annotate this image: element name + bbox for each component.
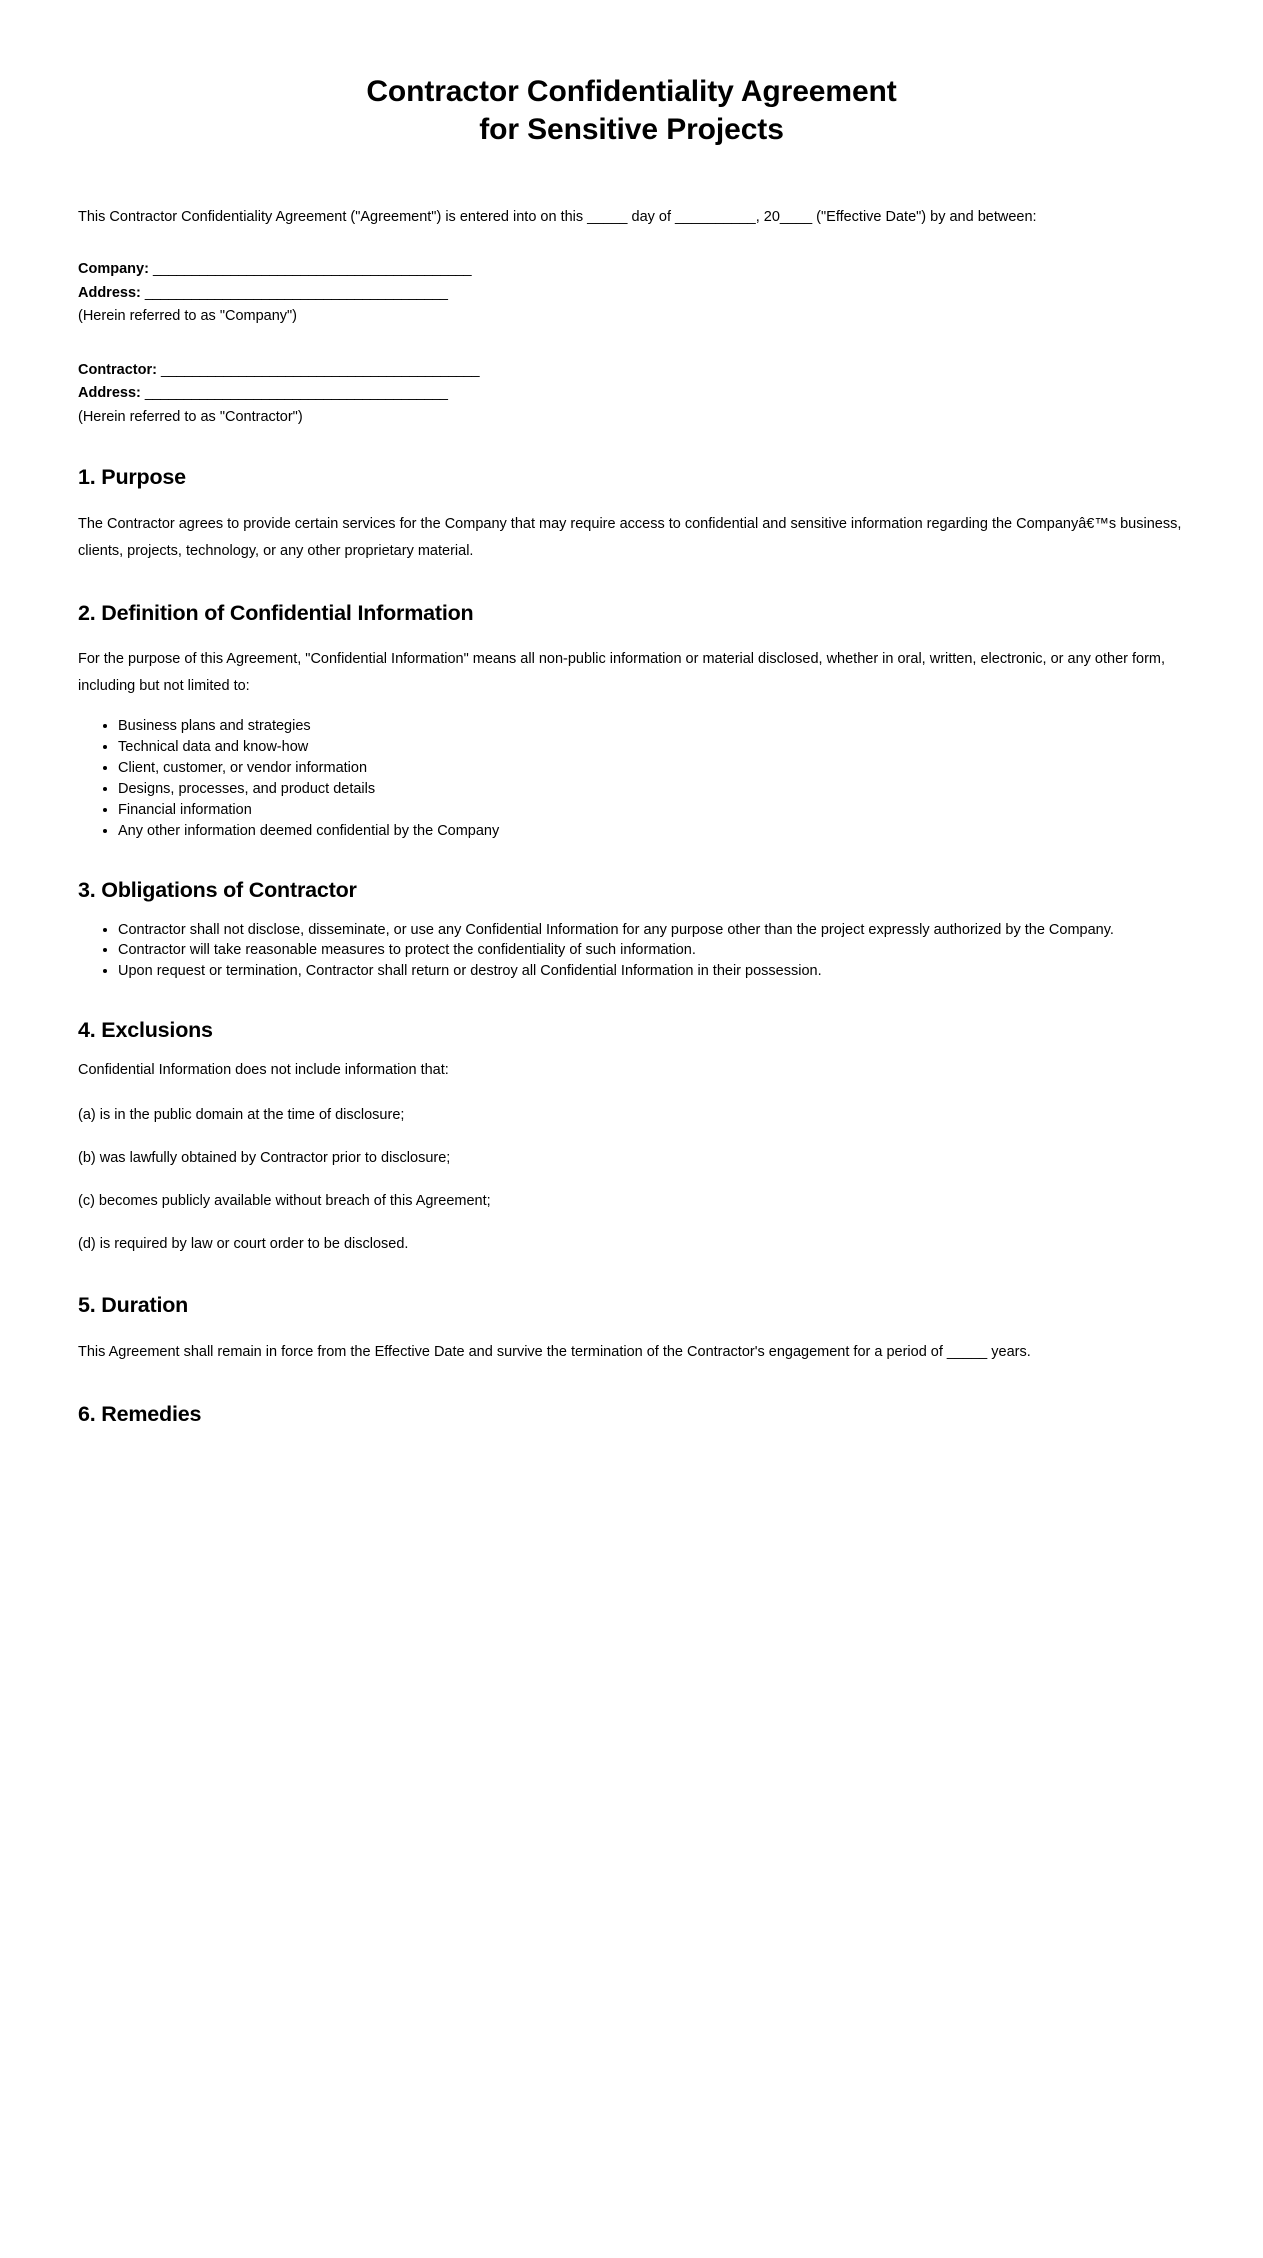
contractor-address-line <box>78 382 1185 405</box>
page-title <box>78 73 1185 150</box>
list-item: • Upon request or termination, Contractor shall return or destroy all Confidential Information in their possession. <box>118 961 1185 982</box>
page-title-line-2: for Sensitive Projects <box>479 113 784 147</box>
page-bottom-whitespace <box>78 1428 1185 2218</box>
company-address-line <box>78 282 1185 305</box>
section-heading-definition: 2. Definition of Confidential Information <box>78 600 474 625</box>
list-item: • Financial information <box>118 800 1185 821</box>
contractor-party-block <box>78 359 1185 429</box>
obligations-bullet-list <box>78 920 1185 982</box>
contractor-name-blank[interactable]: _________________________________________ <box>160 361 480 378</box>
list-item: • Designs, processes, and product details <box>118 779 1185 800</box>
section-heading-exclusions: 4. Exclusions <box>78 1017 213 1042</box>
company-herein-note: (Herein referred to as "Company") <box>78 308 298 325</box>
section-heading-duration: 5. Duration <box>78 1293 189 1318</box>
company-name-blank[interactable]: _________________________________________ <box>152 261 472 278</box>
section-heading-remedies: 6. Remedies <box>78 1402 202 1427</box>
exclusion-item-a: (a) is in the public domain at the time of disclosure; <box>78 1107 405 1124</box>
list-item: • Contractor will take reasonable measures to protect the confidentiality of such information. <box>118 940 1185 961</box>
company-address-blank[interactable]: _______________________________________ <box>144 284 448 301</box>
section-heading-obligations: 3. Obligations of Contractor <box>78 878 357 903</box>
section-heading-purpose: 1. Purpose <box>78 465 186 490</box>
exclusion-item-b: (b) was lawfully obtained by Contractor prior to disclosure; <box>78 1150 451 1167</box>
list-item: • Business plans and strategies <box>118 716 1185 737</box>
section-paragraph-purpose: The Contractor agrees to provide certain services for the Company that may require access to confidential and sensitive information regarding the Companyâ€™s business, clients, projects, technology, or any other proprietary material. <box>78 515 1182 559</box>
company-name-label: Company: <box>78 261 149 278</box>
list-item: • Client, customer, or vendor information <box>118 758 1185 779</box>
company-name-line <box>78 258 1185 281</box>
contractor-name-line <box>78 359 1185 382</box>
contractor-address-label: Address: <box>78 385 141 402</box>
section-paragraph-definition: For the purpose of this Agreement, "Confidential Information" means all non-public information or material disclosed, whether in oral, written, electronic, or any other form, including but not limited to: <box>78 651 1166 695</box>
exclusion-item-c: (c) becomes publicly available without breach of this Agreement; <box>78 1192 491 1209</box>
company-party-block <box>78 258 1185 328</box>
contractor-address-blank[interactable]: _______________________________________ <box>144 385 448 402</box>
list-item: • Any other information deemed confidential by the Company <box>118 821 1185 842</box>
section-paragraph-duration: This Agreement shall remain in force from the Effective Date and survive the termination of the Contractor's engagement for a period of _____ years. <box>78 1344 1031 1361</box>
company-address-label: Address: <box>78 284 141 301</box>
list-item: • Contractor shall not disclose, disseminate, or use any Confidential Information for any purpose other than the project expressly authorized by the Company. <box>118 920 1185 941</box>
list-item: • Technical data and know-how <box>118 737 1185 758</box>
definition-bullet-list <box>78 716 1185 842</box>
contractor-herein-note: (Herein referred to as "Contractor") <box>78 408 303 425</box>
exclusion-item-d: (d) is required by law or court order to be disclosed. <box>78 1235 409 1252</box>
section-paragraph-exclusions: Confidential Information does not include information that: <box>78 1062 449 1079</box>
page-title-line-1: Contractor Confidentiality Agreement <box>366 75 897 108</box>
contractor-name-label: Contractor: <box>78 361 157 378</box>
intro-paragraph: This Contractor Confidentiality Agreement ("Agreement") is entered into on this _____ day of __________, 20____ ("Effective Date") by and between: <box>78 208 1037 225</box>
